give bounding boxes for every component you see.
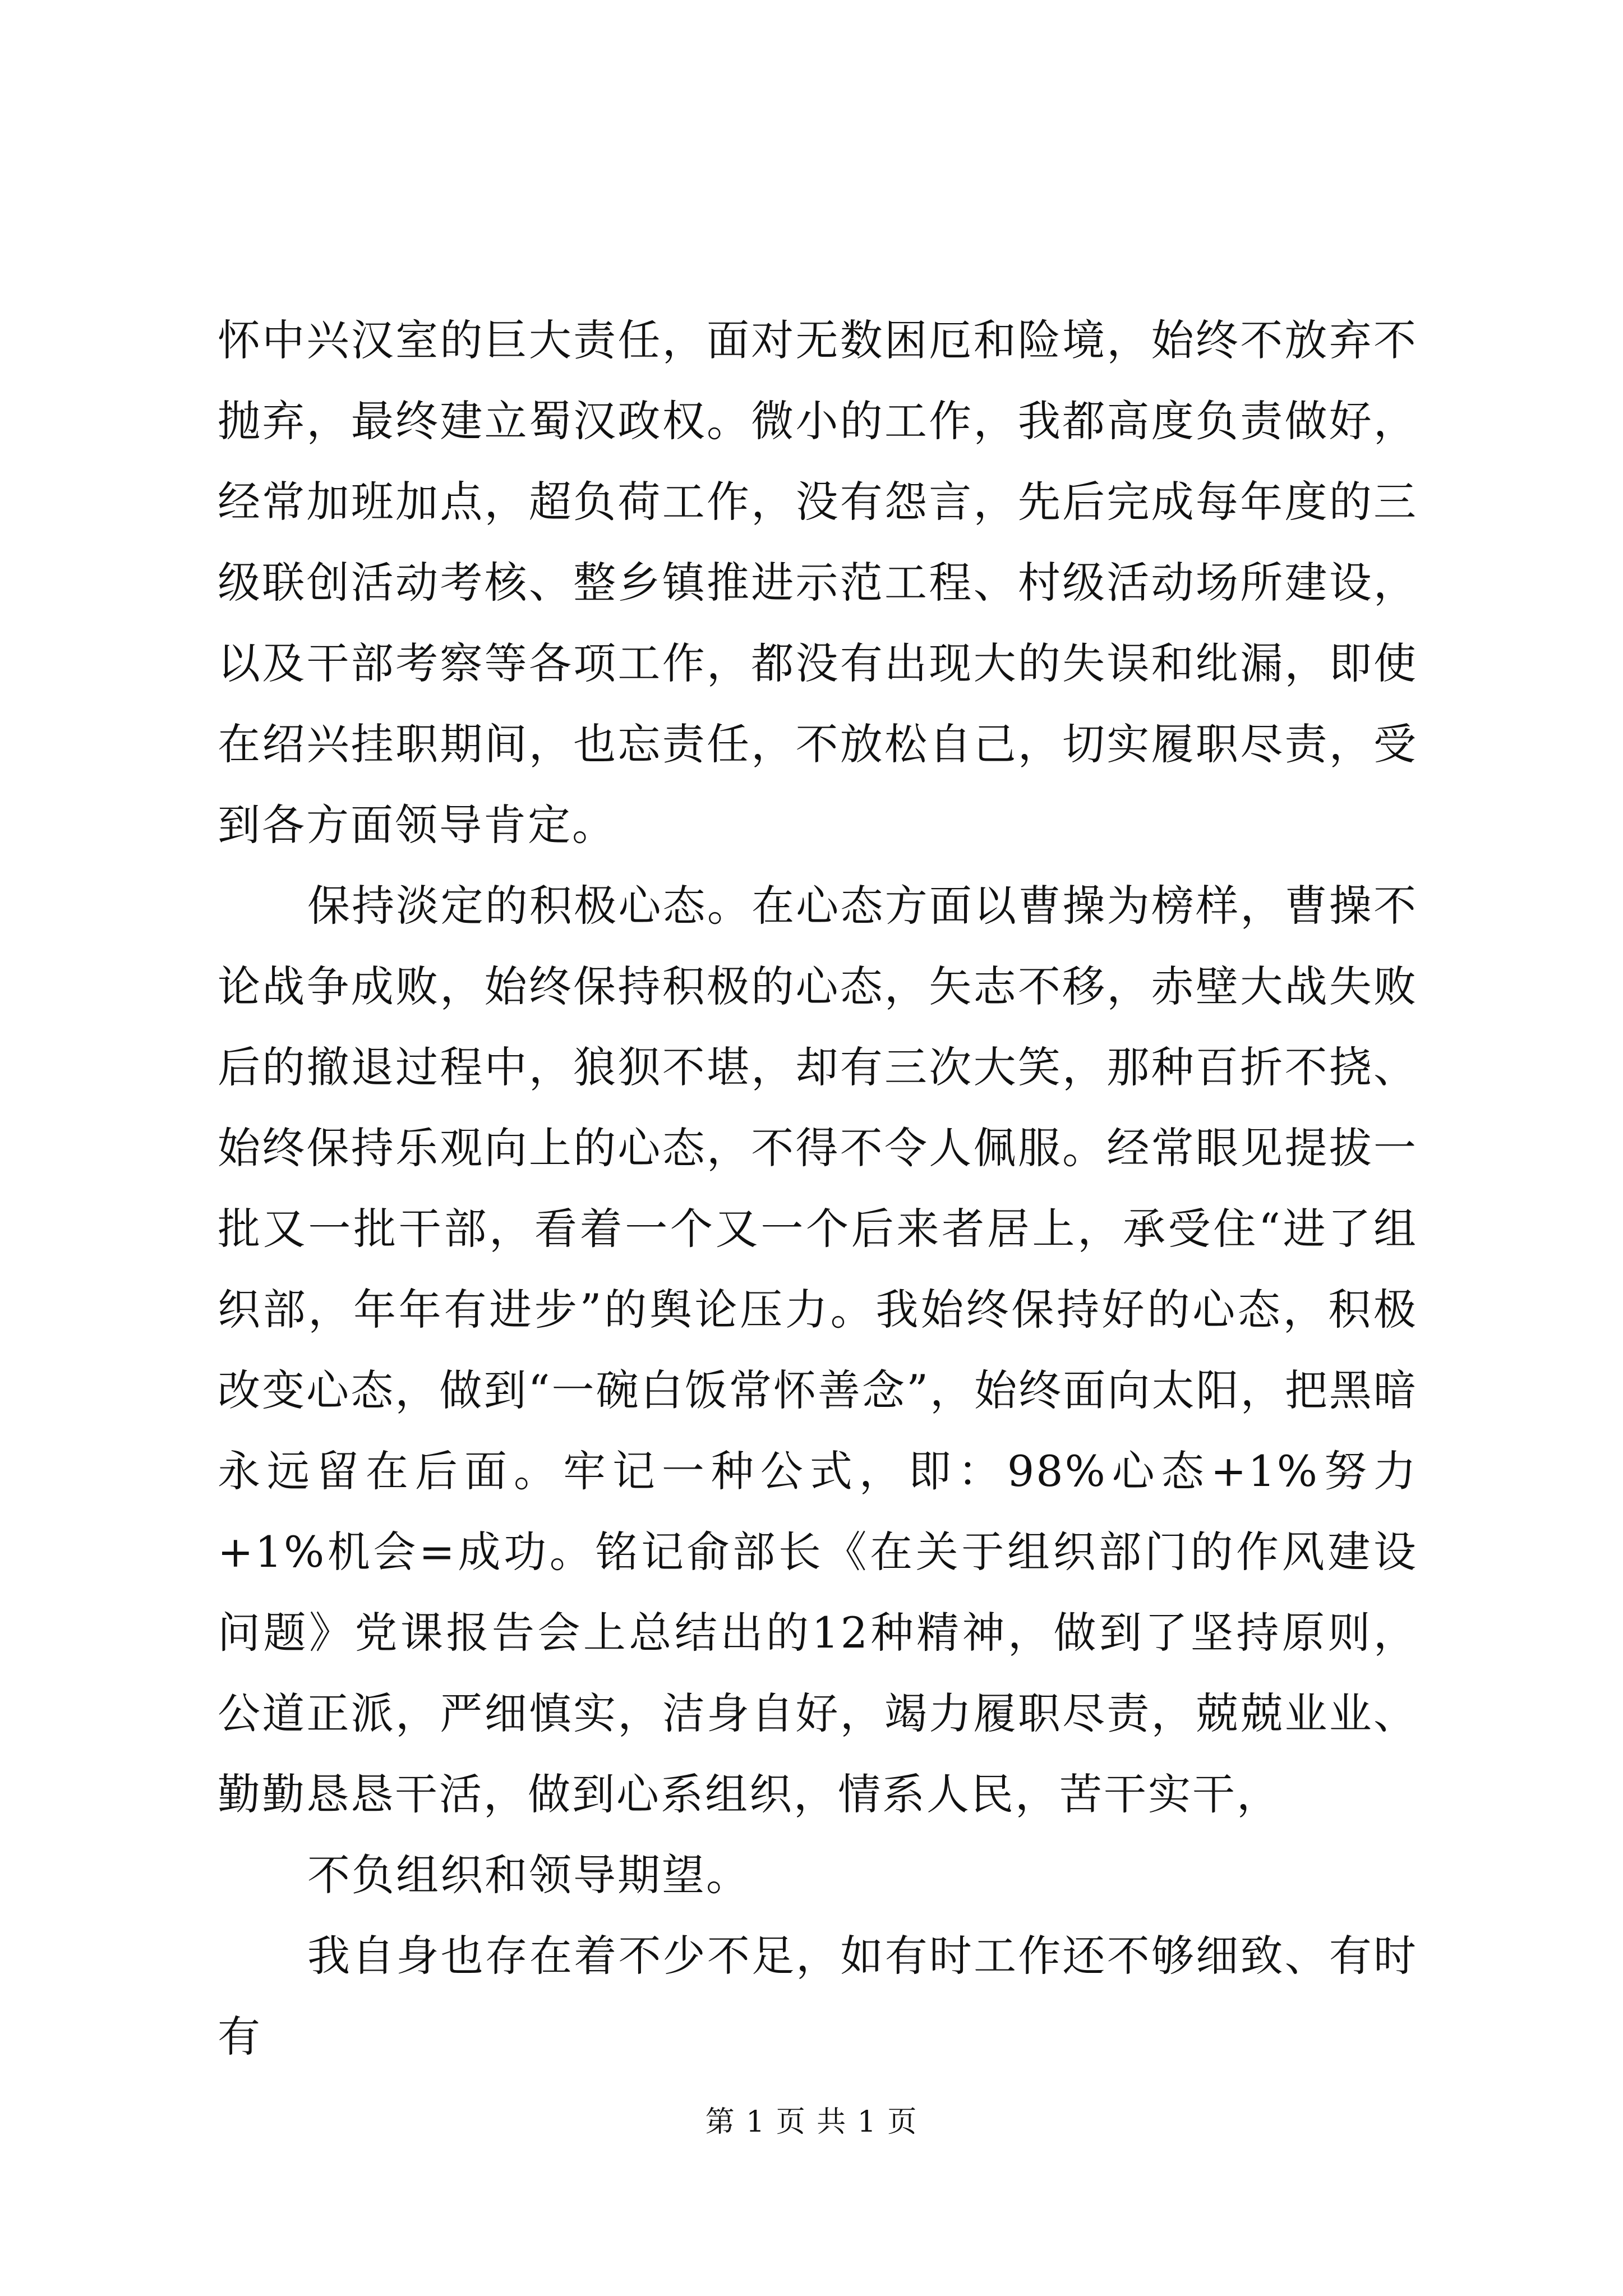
document-body (218, 300, 1418, 2077)
paragraph-responsibility-continued: 怀中兴汉室的巨大责任，面对无数困厄和险境，始终不放弃不抛弃，最终建立蜀汉政权。微小的工作，我都高度负责做好，经常加班加点，超负荷工作，没有怨言，先后完成每年度的三级联创活动考核、整乡镇推进示范工程、村级活动场所建设，以及干部考察等各项工作，都没有出现大的失误和纰漏，即使在绍兴挂职期间，也忘责任，不放松自己，切实履职尽责，受到各方面领导肯定。 (218, 315, 1418, 850)
paragraph-expectation: 不负组织和领导期望。 (307, 1850, 750, 1900)
paragraph-shortcomings: 我自身也存在着不少不足，如有时工作还不够细致、有时有 (218, 1931, 1418, 2062)
page-number-footer: 第 1 页 共 1 页 (705, 2105, 918, 2139)
paragraph-positive-attitude: 保持淡定的积极心态。在心态方面以曹操为榜样，曹操不论战争成败，始终保持积极的心态，矢志不移，赤壁大战失败后的撤退过程中，狼狈不堪，却有三次大笑，那种百折不挠、始终保持乐观向上的心态，不得不令人佩服。经常眼见提拔一批又一批干部，看着一个又一个后来者居上，承受住“进了组织部，年年有进步”的舆论压力。我始终保持好的心态，积极改变心态，做到“一碗白饭常怀善念”，始终面向太阳，把黑暗永远留在后面。牢记一种公式，即：98%心态+1%努力+1%机会=成功。铭记俞部长《在关于组织部门的作风建设问题》党课报告会上总结出的12种精神，做到了坚持原则，公道正派，严细慎实，洁身自好，竭力履职尽责，兢兢业业、勤勤恳恳干活，做到心系组织，情系人民，苦干实干， (218, 881, 1418, 1819)
